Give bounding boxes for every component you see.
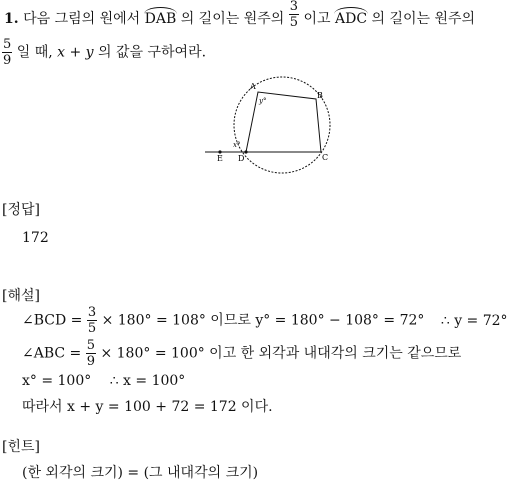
- hint-text: (한 외각의 크기) = (그 내대각의 크기): [22, 465, 259, 481]
- problem-text-b: 의 길이는 원주의: [180, 11, 285, 27]
- problem-text-c: 이고: [303, 11, 331, 27]
- fraction-numerator: 3: [289, 0, 299, 14]
- label-e: E: [217, 154, 223, 163]
- problem-line-1: [4, 0, 476, 30]
- fraction-numerator: 5: [86, 338, 96, 353]
- problem-line-2: [2, 38, 206, 67]
- solution-line-3: [22, 374, 185, 388]
- solution-l1-pre: ∠BCD =: [22, 312, 83, 329]
- circle: [234, 77, 330, 173]
- solution-l1-conclusion: ∴ y = 72°: [440, 312, 508, 329]
- label-b: B: [317, 91, 323, 100]
- label-x: x°: [233, 141, 241, 149]
- hint-header: [힌트]: [2, 439, 40, 455]
- fraction-3-5: [87, 306, 97, 335]
- problem-expression: x + y: [57, 44, 94, 61]
- problem-text-e-post: 의 값을 구하여라.: [98, 44, 207, 61]
- arc-dab: DAB: [145, 8, 177, 26]
- fraction-numerator: 3: [87, 305, 97, 320]
- fraction-denominator: 5: [87, 321, 97, 336]
- solution-l1-post: × 180° = 108° 이므로 y° = 180° − 108° = 72°: [101, 312, 425, 329]
- answer-value: 172: [22, 230, 49, 246]
- solution-header: [해설]: [2, 288, 40, 304]
- fraction-denominator: 9: [3, 53, 12, 68]
- label-c: C: [322, 153, 329, 162]
- problem-text-a: 다음 그림의 원에서: [23, 11, 141, 27]
- point-d: [244, 150, 247, 153]
- problem-text-d: 의 길이는 원주의: [371, 11, 476, 27]
- solution-l3: x° = 100°: [22, 373, 92, 389]
- label-y: y°: [259, 97, 267, 105]
- problem-number: 1.: [4, 11, 19, 27]
- solution-l2-post: × 180° = 100° 이고 한 외각과 내대각의 크기는 같으므로: [100, 345, 462, 362]
- fraction-5-9: [86, 339, 96, 368]
- solution-l2-pre: ∠ABC =: [22, 345, 82, 362]
- fraction-5-9: [2, 38, 12, 67]
- problem-text-e-pre: 일 때,: [16, 44, 53, 61]
- solution-line-1: [22, 306, 508, 335]
- fraction-denominator: 5: [289, 14, 299, 30]
- label-a: A: [250, 82, 256, 91]
- fraction-denominator: 9: [86, 354, 96, 369]
- arc-adc: ADC: [335, 8, 367, 26]
- circle-figure: [0, 75, 531, 195]
- answer-header: [정답]: [2, 202, 40, 218]
- fraction-numerator: 5: [3, 37, 12, 52]
- label-d: D: [238, 154, 245, 163]
- quadrilateral: [246, 92, 321, 152]
- solution-l3-conclusion: ∴ x = 100°: [109, 373, 186, 389]
- fraction-3-5: [289, 0, 299, 29]
- solution-line-2: [22, 339, 461, 368]
- solution-line-4: 따라서 x + y = 100 + 72 = 172 이다.: [22, 399, 273, 415]
